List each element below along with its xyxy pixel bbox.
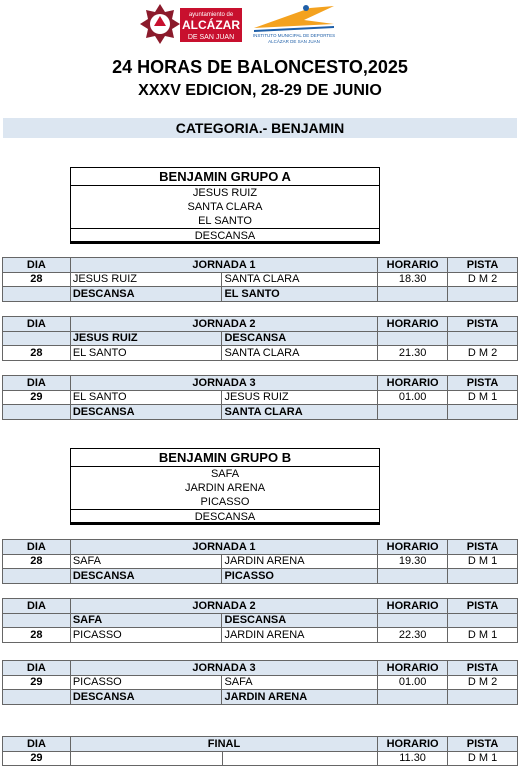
table-row: 29 11.30 D M 1 — [3, 751, 518, 766]
col-pista: PISTA — [448, 540, 518, 555]
col-horario: HORARIO — [378, 599, 448, 614]
table-row: DESCANSA PICASSO — [3, 569, 518, 584]
col-horario: HORARIO — [378, 258, 448, 273]
table-row: 28 PICASSO JARDIN ARENA 22.30 D M 1 — [3, 628, 518, 643]
schedule-table-b1 — [2, 539, 518, 584]
table-row: DESCANSA SANTA CLARA — [3, 405, 518, 420]
jornada-label: JORNADA 3 — [70, 661, 377, 676]
jornada-label: JORNADA 2 — [70, 317, 377, 332]
table-row: SAFA DESCANSA — [3, 613, 518, 628]
table-row: JESUS RUIZ DESCANSA — [3, 331, 518, 346]
table-row: 29 EL SANTO JESUS RUIZ 01.00 D M 1 — [3, 390, 518, 405]
col-pista: PISTA — [448, 737, 518, 752]
table-row: 29 PICASSO SAFA 01.00 D M 2 — [3, 675, 518, 690]
col-pista: PISTA — [448, 258, 518, 273]
group-team: JARDIN ARENA — [184, 482, 266, 494]
col-dia: DIA — [3, 737, 71, 752]
table-row: 28 JESUS RUIZ SANTA CLARA 18.30 D M 2 — [3, 272, 518, 287]
col-dia: DIA — [3, 376, 71, 391]
col-dia: DIA — [3, 540, 71, 555]
category-banner: CATEGORIA.- BENJAMIN — [3, 118, 517, 138]
col-horario: HORARIO — [378, 661, 448, 676]
col-pista: PISTA — [448, 661, 518, 676]
group-rest: DESCANSA — [71, 228, 379, 243]
col-horario: HORARIO — [378, 737, 448, 752]
schedule-table-b3 — [2, 660, 518, 705]
jornada-label: JORNADA 1 — [70, 258, 377, 273]
group-title: BENJAMIN GRUPO B — [71, 449, 379, 467]
schedule-table-a1 — [2, 257, 518, 302]
page-subtitle: XXXV EDICION, 28-29 DE JUNIO — [138, 82, 382, 99]
col-pista: PISTA — [448, 376, 518, 391]
col-dia: DIA — [3, 258, 71, 273]
group-team: SANTA CLARA — [187, 201, 263, 213]
col-dia: DIA — [3, 661, 71, 676]
final-table — [2, 736, 518, 766]
group-team: PICASSO — [200, 496, 250, 508]
group-b-box — [70, 448, 380, 525]
jornada-label: JORNADA 3 — [70, 376, 377, 391]
col-horario: HORARIO — [378, 376, 448, 391]
group-rest: DESCANSA — [71, 509, 379, 524]
group-team: EL SANTO — [198, 215, 252, 227]
group-a-box — [70, 167, 380, 244]
group-team: SAFA — [210, 468, 240, 480]
svg-text:ALCÁZAR DE SAN JUAN: ALCÁZAR DE SAN JUAN — [268, 39, 320, 44]
jornada-label: JORNADA 2 — [70, 599, 377, 614]
col-horario: HORARIO — [378, 540, 448, 555]
schedule-table-a2 — [2, 316, 518, 361]
ayuntamiento-logo — [138, 2, 243, 46]
table-row: DESCANSA EL SANTO — [3, 287, 518, 302]
group-team: JESUS RUIZ — [192, 187, 258, 199]
group-title: BENJAMIN GRUPO A — [71, 168, 379, 186]
col-dia: DIA — [3, 599, 71, 614]
col-pista: PISTA — [448, 317, 518, 332]
jornada-label: JORNADA 1 — [70, 540, 377, 555]
table-row: 28 SAFA JARDIN ARENA 19.30 D M 1 — [3, 554, 518, 569]
col-dia: DIA — [3, 317, 71, 332]
table-row: 28 EL SANTO SANTA CLARA 21.30 D M 2 — [3, 346, 518, 361]
svg-text:INSTITUTO MUNICIPAL DE DEPORTE: INSTITUTO MUNICIPAL DE DEPORTES — [252, 33, 336, 38]
svg-text:ALCÁZAR: ALCÁZAR — [182, 18, 240, 32]
col-horario: HORARIO — [378, 317, 448, 332]
schedule-table-a3 — [2, 375, 518, 420]
table-row: DESCANSA JARDIN ARENA — [3, 690, 518, 705]
header-logos — [138, 2, 338, 46]
svg-text:DE SAN JUAN: DE SAN JUAN — [187, 34, 235, 41]
schedule-table-b2 — [2, 598, 518, 643]
col-pista: PISTA — [448, 599, 518, 614]
page-title: 24 HORAS DE BALONCESTO,2025 — [112, 57, 408, 77]
svg-text:ayuntamiento de: ayuntamiento de — [188, 12, 234, 18]
imd-logo — [250, 2, 338, 46]
final-label: FINAL — [70, 737, 377, 752]
